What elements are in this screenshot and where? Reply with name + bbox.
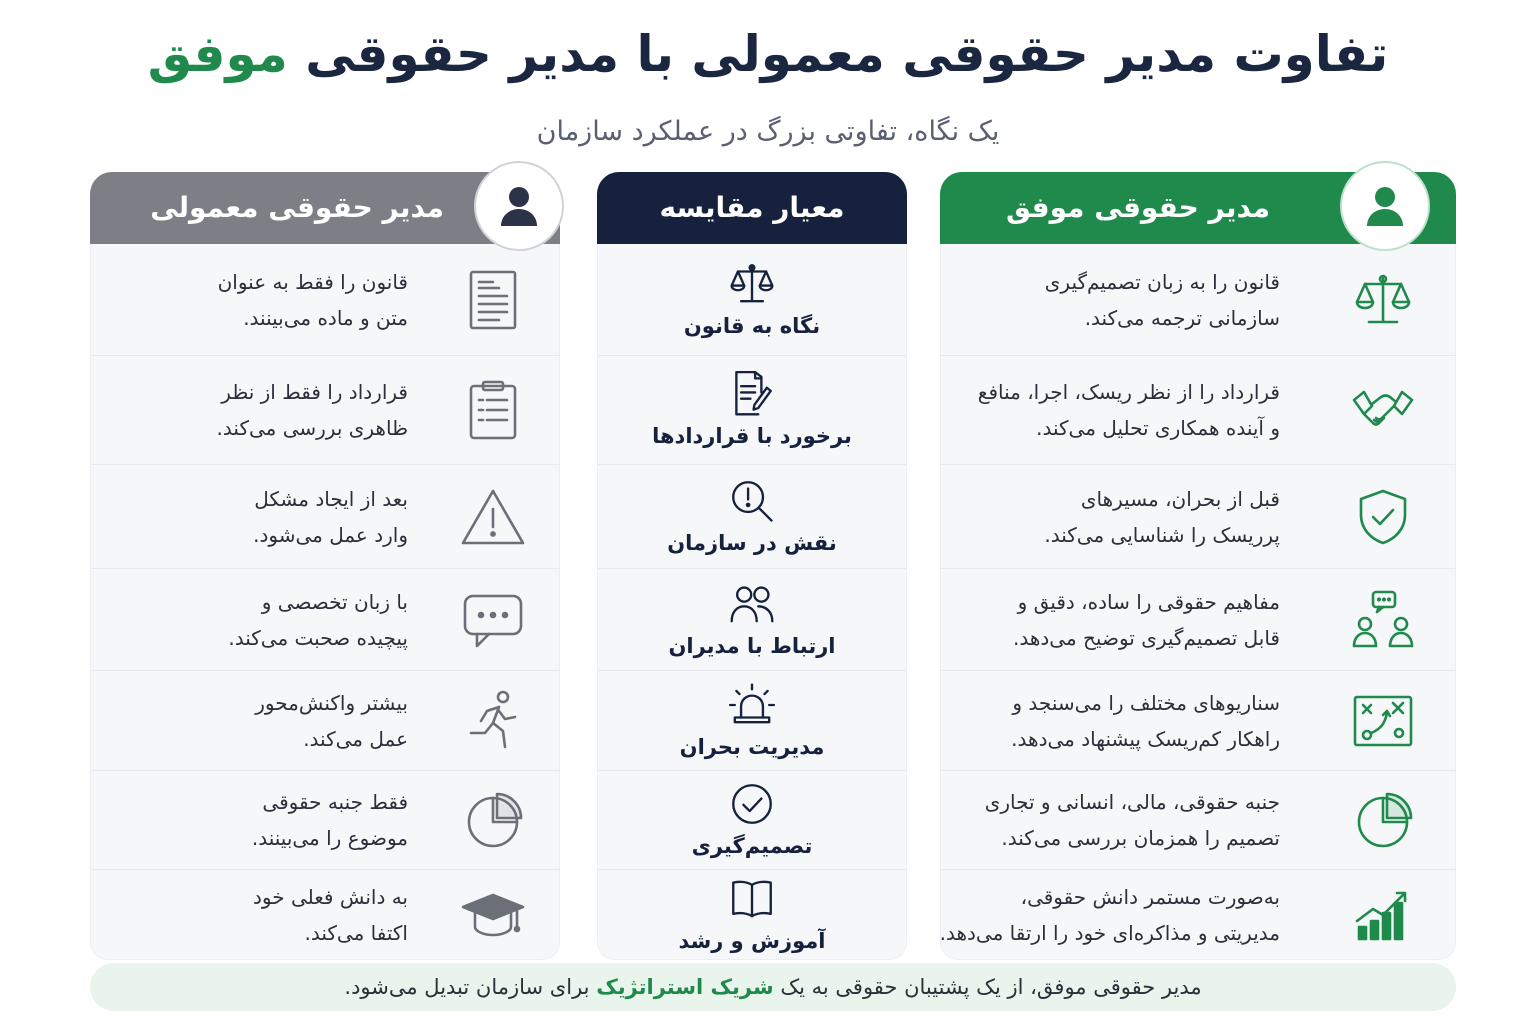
normal-row [91, 771, 559, 870]
pie-chart-icon [461, 788, 525, 852]
normal-text: با زبان تخصصی و پیچیده صحبت می‌کند. [228, 589, 408, 650]
criterion-label: آموزش و رشد [678, 928, 826, 953]
handshake-icon [1351, 378, 1415, 442]
success-text: سناریوهای مختلف را می‌سنجد و راهکار کم‌ریسک پیشنهاد می‌دهد. [1011, 690, 1280, 751]
title-text: تفاوت مدیر حقوقی معمولی با مدیر حقوقی [305, 25, 1389, 83]
footer-text-before: مدیر حقوقی موفق، از یک پشتیبان حقوقی به یک [780, 975, 1202, 999]
footer-text-after: برای سازمان تبدیل می‌شود. [344, 975, 590, 999]
success-header-label: مدیر حقوقی موفق [1006, 191, 1270, 224]
clipboard-icon [461, 378, 525, 442]
running-person-icon [461, 689, 525, 753]
normal-text: به دانش فعلی خود اکتفا می‌کند. [253, 884, 408, 945]
pie-chart-icon [1351, 788, 1415, 852]
success-text: مفاهیم حقوقی را ساده، دقیق و قابل تصمیم‌گیری توضیح می‌دهد. [1012, 589, 1280, 650]
criteria-header: معیار مقایسه [597, 172, 907, 244]
success-text: جنبه حقوقی، مالی، انسانی و تجاری تصمیم را همزمان بررسی می‌کند. [984, 790, 1280, 850]
success-text: قانون را به زبان تصمیم‌گیری سازمانی ترجمه می‌کند. [1044, 269, 1280, 330]
success-row [941, 356, 1455, 465]
warning-icon [461, 485, 525, 549]
normal-text: بعد از ایجاد مشکل وارد عمل می‌شود. [253, 486, 408, 547]
criteria-body [597, 244, 907, 960]
book-icon [727, 874, 777, 924]
normal-row [91, 569, 559, 671]
page-title [0, 18, 1536, 90]
footer-banner [90, 963, 1456, 1011]
shield-check-icon [1351, 485, 1415, 549]
criteria-row [598, 244, 906, 356]
criteria-row [598, 465, 906, 569]
criterion-label: مدیریت بحران [679, 734, 825, 759]
criterion-label: برخورد با قراردادها [652, 424, 852, 448]
criterion-label: نقش در سازمان [667, 530, 837, 555]
normal-text: قرارداد را فقط از نظر ظاهری بررسی می‌کند. [216, 380, 408, 440]
success-text: قرارداد را از نظر ریسک، اجرا، منافع و آینده همکاری تحلیل می‌کند. [977, 380, 1280, 440]
normal-text: قانون را فقط به عنوان متن و ماده می‌بینند. [217, 269, 408, 330]
footer-highlight: شریک استراتژیک [596, 975, 774, 999]
page-subtitle: یک نگاه، تفاوتی بزرگ در عملکرد سازمان [536, 116, 1000, 147]
normal-row [91, 870, 559, 959]
success-row [941, 671, 1455, 771]
people-icon [727, 579, 777, 629]
normal-column [90, 172, 560, 960]
normal-text: بیشتر واکنش‌محور عمل می‌کند. [255, 690, 408, 751]
normal-row [91, 244, 559, 356]
criteria-column [597, 172, 907, 960]
success-header [940, 172, 1456, 244]
people-chat-icon [1351, 588, 1415, 652]
normal-body [90, 244, 560, 960]
check-circle-icon [727, 779, 777, 829]
criterion-label: تصمیم‌گیری [691, 834, 813, 858]
normal-header [90, 172, 560, 244]
success-text: به‌صورت مستمر دانش حقوقی، مدیریتی و مذاکره‌ای خود را ارتقا می‌دهد. [939, 884, 1280, 945]
alarm-icon [727, 680, 777, 730]
success-row [941, 771, 1455, 870]
success-avatar-icon [1340, 161, 1430, 251]
normal-header-label: مدیر حقوقی معمولی [150, 191, 444, 224]
success-text: قبل از بحران، مسیرهای پرریسک را شناسایی می‌کند. [1044, 486, 1280, 547]
contract-edit-icon [727, 369, 777, 419]
chat-bubble-icon [461, 588, 525, 652]
normal-row [91, 671, 559, 771]
criteria-row [598, 671, 906, 771]
success-row [941, 569, 1455, 671]
success-row [941, 870, 1455, 959]
criterion-label: ارتباط با مدیران [668, 633, 836, 658]
graduation-cap-icon [461, 883, 525, 947]
normal-row [91, 356, 559, 465]
normal-text: فقط جنبه حقوقی موضوع را می‌بینند. [251, 790, 408, 850]
criteria-row [598, 771, 906, 870]
growth-chart-icon [1351, 883, 1415, 947]
document-icon [461, 268, 525, 332]
normal-row [91, 465, 559, 569]
scales-icon [1351, 268, 1415, 332]
success-row [941, 244, 1455, 356]
success-column [940, 172, 1456, 960]
criteria-row [598, 569, 906, 671]
criteria-row [598, 870, 906, 959]
normal-avatar-icon [474, 161, 564, 251]
magnifier-alert-icon [727, 476, 777, 526]
success-row [941, 465, 1455, 569]
success-body [940, 244, 1456, 960]
scales-icon [727, 259, 777, 309]
criteria-row [598, 356, 906, 465]
title-accent: موفق [147, 25, 288, 83]
criterion-label: نگاه به قانون [683, 313, 821, 338]
strategy-board-icon [1351, 689, 1415, 753]
